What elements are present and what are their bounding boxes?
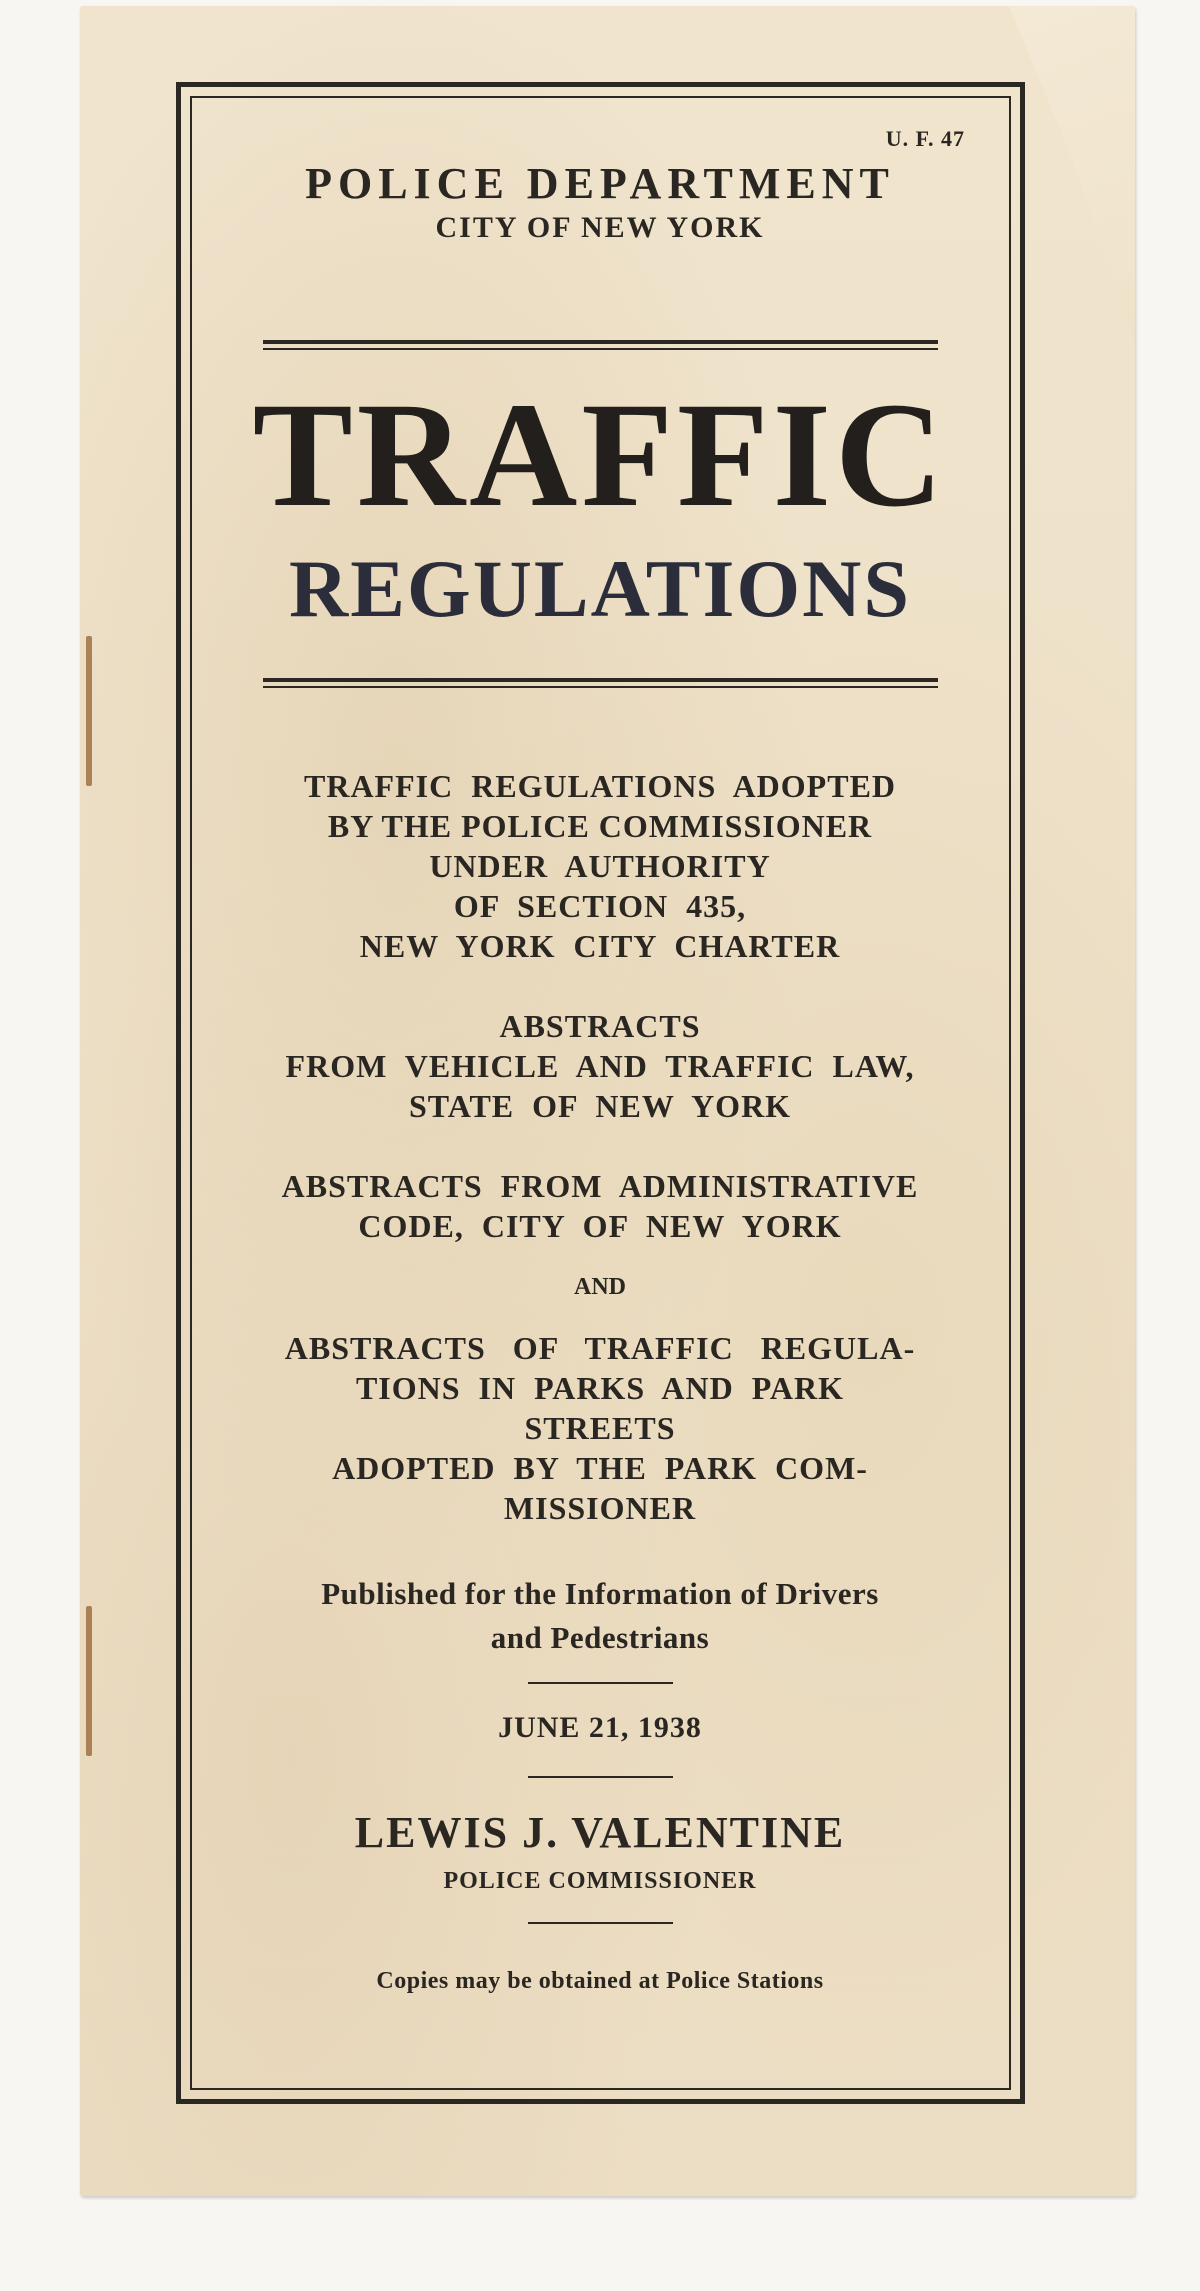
text-line: BY THE POLICE COMMISSIONER bbox=[327, 808, 873, 844]
cover-content bbox=[200, 96, 1000, 1996]
short-divider bbox=[528, 1682, 673, 1684]
commissioner-title: POLICE COMMISSIONER bbox=[443, 1868, 757, 1894]
title-main: TRAFFIC bbox=[252, 372, 948, 538]
form-number: U. F. 47 bbox=[885, 126, 965, 151]
city-heading: CITY OF NEW YORK bbox=[435, 211, 765, 244]
divider-bottom bbox=[263, 678, 938, 688]
text-line: ABSTRACTS FROM ADMINISTRATIVE bbox=[281, 1168, 919, 1204]
text-line: TIONS IN PARKS AND PARK bbox=[355, 1370, 845, 1406]
staple-rust-top bbox=[86, 636, 92, 786]
text-line: ADOPTED BY THE PARK COM- bbox=[332, 1450, 868, 1486]
and-connector: AND bbox=[574, 1274, 626, 1300]
text-line: TRAFFIC REGULATIONS ADOPTED bbox=[303, 768, 897, 804]
department-heading: POLICE DEPARTMENT bbox=[305, 159, 895, 208]
text-line: FROM VEHICLE AND TRAFFIC LAW, bbox=[285, 1048, 915, 1084]
short-divider bbox=[528, 1776, 673, 1778]
text-line: and Pedestrians bbox=[490, 1620, 710, 1655]
text-line: UNDER AUTHORITY bbox=[429, 848, 771, 884]
short-divider bbox=[528, 1922, 673, 1924]
admin-code-block bbox=[200, 1166, 1000, 1246]
text-line: NEW YORK CITY CHARTER bbox=[359, 928, 841, 964]
staple-rust-bottom bbox=[86, 1606, 92, 1756]
text-line: CODE, CITY OF NEW YORK bbox=[358, 1208, 842, 1244]
parks-block bbox=[200, 1328, 1000, 1528]
commissioner-name: LEWIS J. VALENTINE bbox=[354, 1808, 846, 1857]
text-line: STATE OF NEW YORK bbox=[408, 1088, 792, 1124]
divider-top bbox=[263, 340, 938, 350]
vehicle-law-block bbox=[200, 1006, 1000, 1126]
publication-date: JUNE 21, 1938 bbox=[498, 1711, 702, 1744]
text-line: OF SECTION 435, bbox=[453, 888, 747, 924]
text-line: ABSTRACTS bbox=[499, 1008, 701, 1044]
published-note bbox=[200, 1572, 1000, 1660]
text-line: STREETS bbox=[524, 1410, 676, 1446]
text-line: Published for the Information of Drivers bbox=[321, 1576, 879, 1611]
regulations-adopted-block bbox=[200, 766, 1000, 966]
title-sub: REGULATIONS bbox=[289, 543, 911, 634]
text-line: MISSIONER bbox=[503, 1490, 697, 1526]
text-line: ABSTRACTS OF TRAFFIC REGULA- bbox=[284, 1330, 916, 1366]
copies-note: Copies may be obtained at Police Stations bbox=[376, 1968, 824, 1994]
